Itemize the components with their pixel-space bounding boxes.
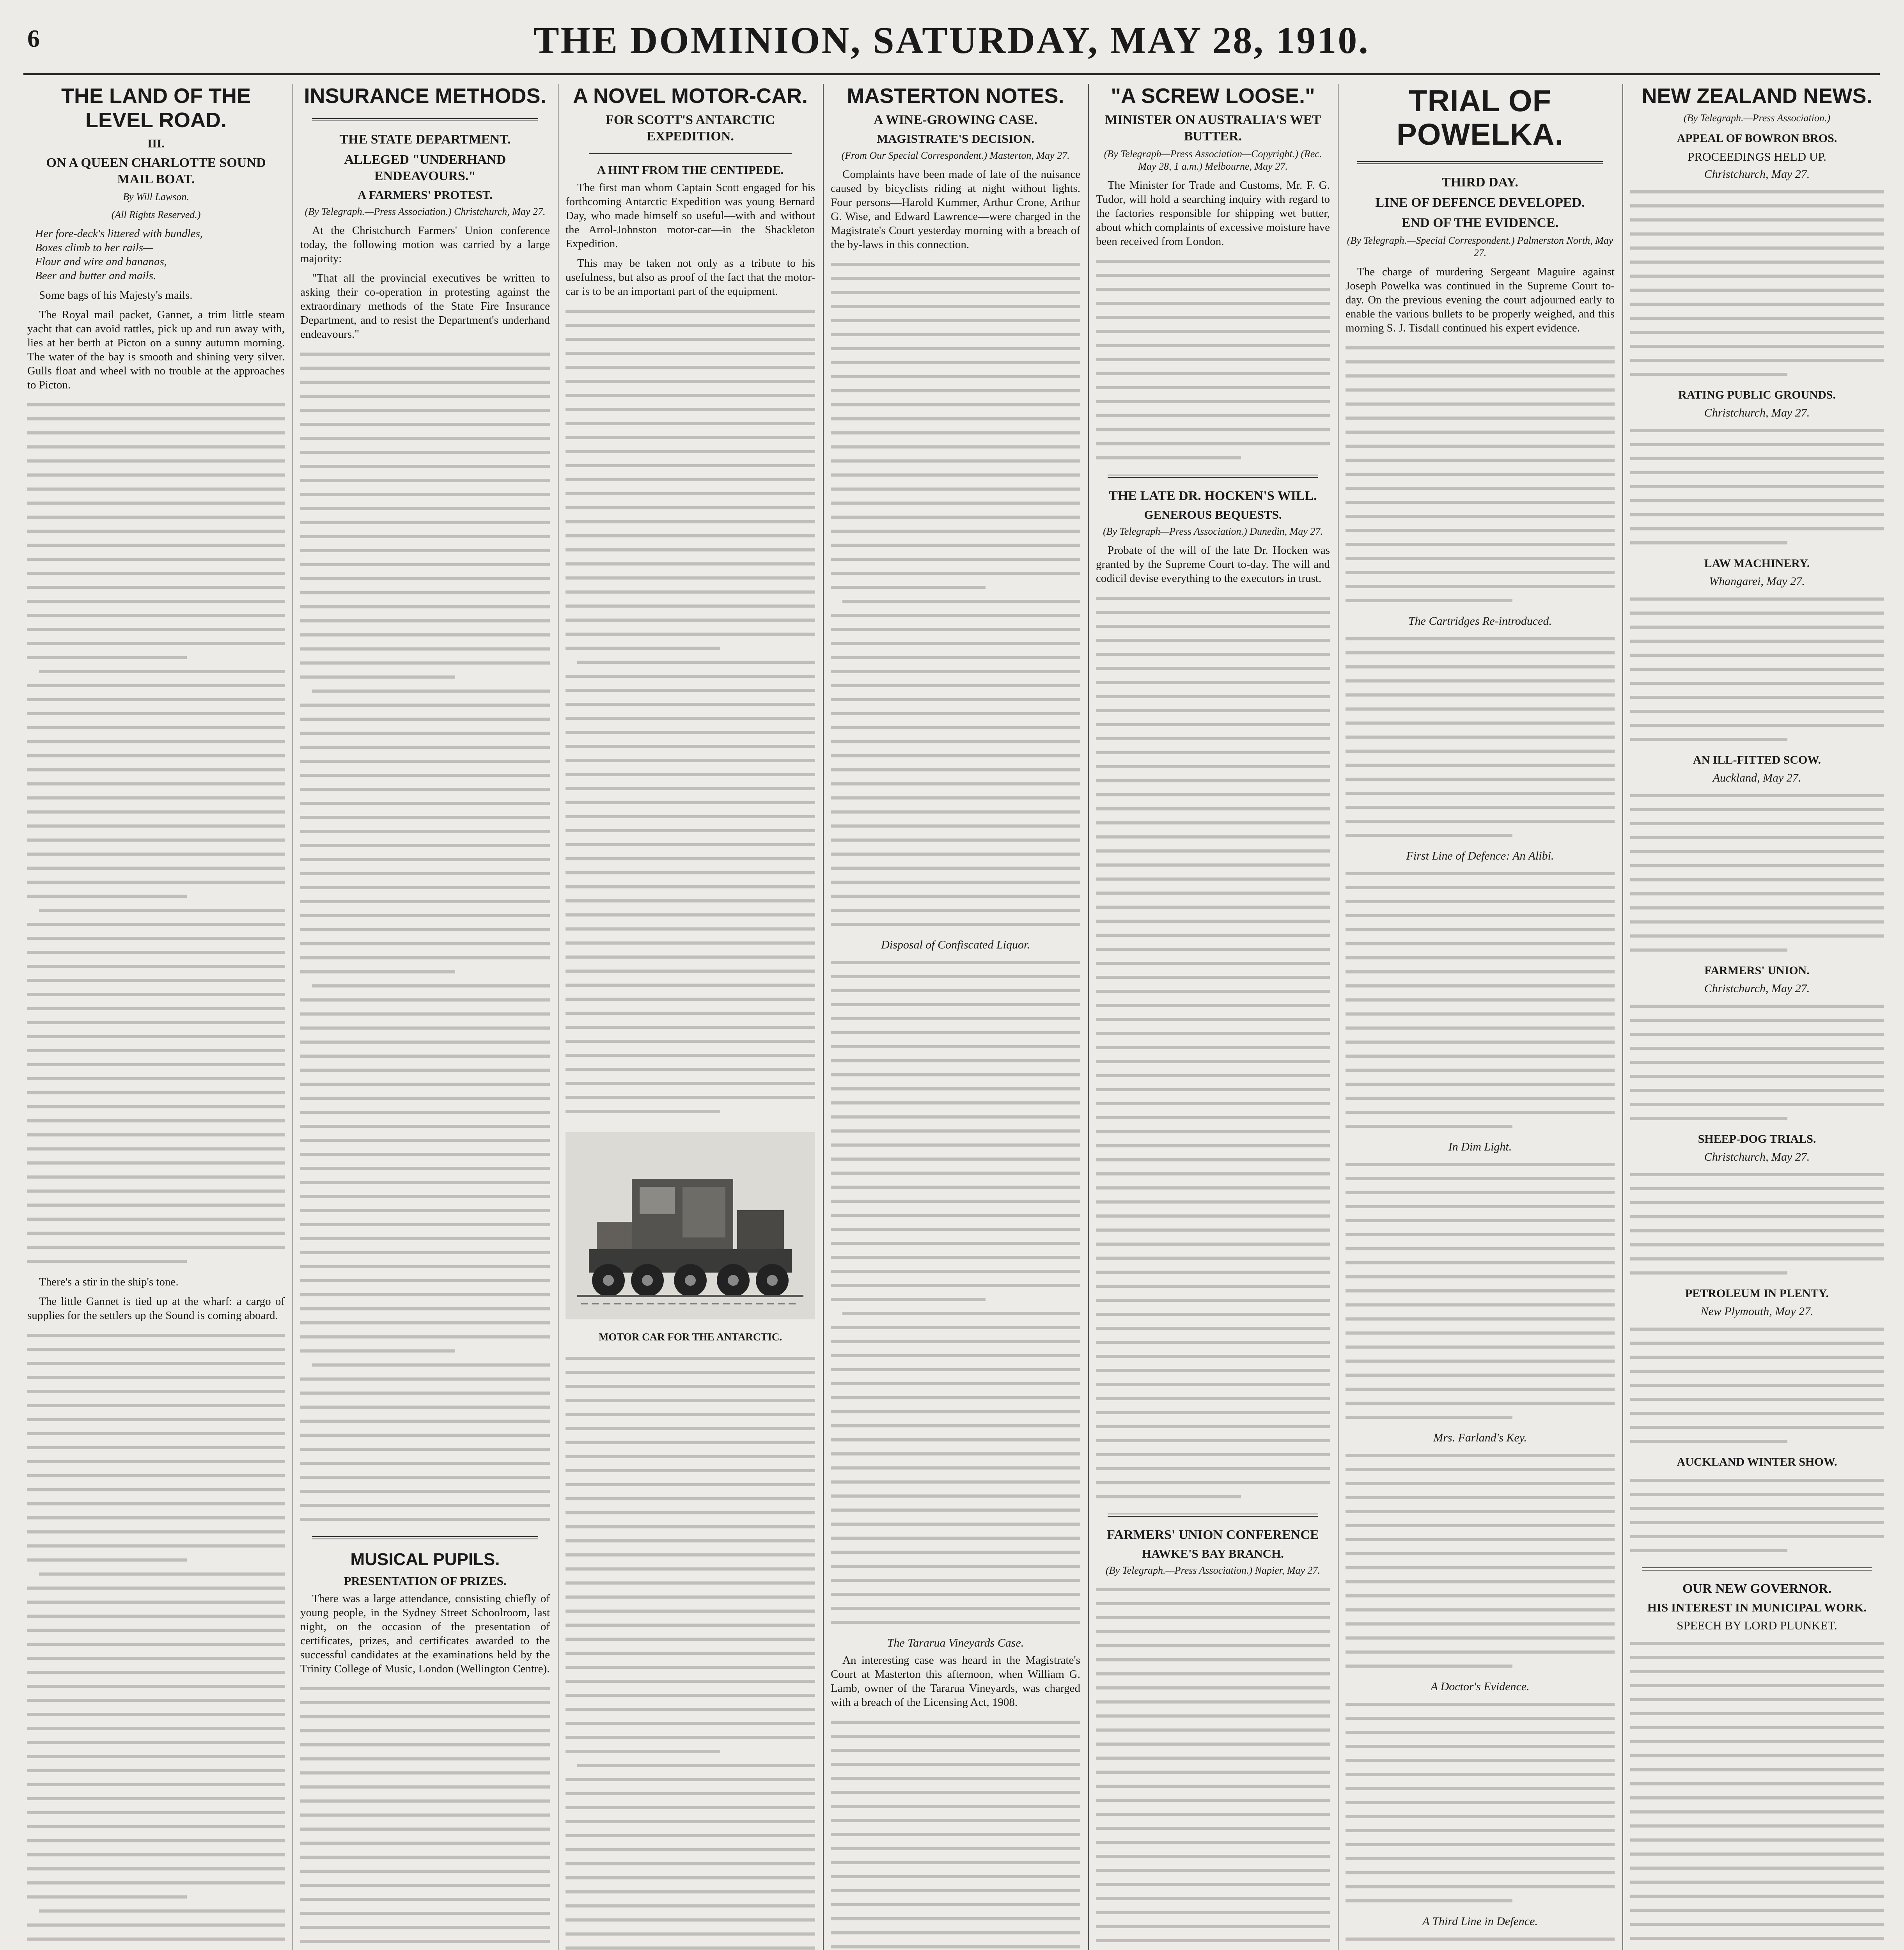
part-number: III. xyxy=(147,136,165,150)
body-text xyxy=(831,257,1080,931)
masthead-rule xyxy=(23,73,1880,75)
section-subheading: The Cartridges Re-introduced. xyxy=(1408,615,1552,628)
column-trial-of-powelka xyxy=(1346,84,1615,1950)
column-new-zealand-news xyxy=(1630,84,1884,1950)
body-text xyxy=(1346,1697,1615,1907)
paragraph: An interesting case was heard in the Magistrate's Court at Masterton this afternoon, when William G. Lamb, owner of the Tararua Vineyards, was charged with a breach of the Licensing Act, 1908. xyxy=(831,1654,1080,1709)
body-text xyxy=(1630,788,1884,957)
motor-car-illustration xyxy=(566,1132,815,1319)
verse: Her fore-deck's littered with bundles, Boxes climb to her rails— Flour and wire and bananas, Beer and butter and mails. xyxy=(35,227,203,282)
news-item-place: New Plymouth, May 27. xyxy=(1700,1305,1814,1318)
dateline: (By Telegraph.—Press Association.) Napier, May 27. xyxy=(1105,1565,1321,1576)
column-rule xyxy=(1088,84,1089,1950)
newspaper-title: THE DOMINION, SATURDAY, MAY 28, 1910. xyxy=(534,20,1370,62)
divider xyxy=(312,1536,538,1539)
page-number: 6 xyxy=(27,25,40,52)
news-item-title: APPEAL OF BOWRON BROS. xyxy=(1677,132,1837,145)
paragraph: Some bags of his Majesty's mails. xyxy=(39,289,193,301)
article-heading: NEW ZEALAND NEWS. xyxy=(1642,84,1872,108)
article-subheading: LINE OF DEFENCE DEVELOPED. xyxy=(1375,195,1585,210)
body-text xyxy=(1096,591,1330,1503)
byline: By Will Lawson. xyxy=(123,191,189,202)
article-subheading: GENEROUS BEQUESTS. xyxy=(1144,508,1282,521)
divider xyxy=(1357,161,1603,164)
body-text xyxy=(27,397,285,1268)
article-subheading: HAWKE'S BAY BRANCH. xyxy=(1142,1547,1284,1560)
news-item-title: FARMERS' UNION. xyxy=(1704,964,1810,977)
news-item-place: Christchurch, May 27. xyxy=(1704,982,1810,995)
body-text xyxy=(1096,254,1330,464)
article-subheading: ALLEGED "UNDERHAND ENDEAVOURS." xyxy=(344,152,506,183)
dateline: (By Telegraph.—Press Association.) xyxy=(1683,112,1831,124)
article-heading: FARMERS' UNION CONFERENCE xyxy=(1107,1528,1319,1542)
paragraph: The little Gannet is tied up at the wharf: a cargo of supplies for the settlers up the Sound is coming aboard. xyxy=(27,1295,285,1322)
article-subheading: ON A QUEEN CHARLOTTE SOUND MAIL BOAT. xyxy=(46,156,266,186)
news-item-place: Whangarei, May 27. xyxy=(1709,575,1805,588)
section-subheading: Mrs. Farland's Key. xyxy=(1433,1431,1527,1444)
article-heading: THE LAND OF THE LEVEL ROAD. xyxy=(61,84,251,132)
column-masterton-notes xyxy=(831,84,1080,1950)
paragraph: Probate of the will of the late Dr. Hocken was granted by the Supreme Court to-day. The will and codicil devise everything to the executors in trust. xyxy=(1096,544,1330,585)
column-insurance-methods xyxy=(300,84,550,1950)
article-heading: MUSICAL PUPILS. xyxy=(350,1550,500,1569)
news-item-title: RATING PUBLIC GROUNDS. xyxy=(1678,388,1836,401)
news-item-title: AN ILL-FITTED SCOW. xyxy=(1693,753,1821,766)
article-heading: THE LATE DR. HOCKEN'S WILL. xyxy=(1109,489,1317,503)
news-item-title: LAW MACHINERY. xyxy=(1704,557,1810,570)
body-text xyxy=(1630,423,1884,550)
section-subheading: A Doctor's Evidence. xyxy=(1431,1680,1530,1693)
article-heading: OUR NEW GOVERNOR. xyxy=(1682,1581,1831,1596)
column-rule xyxy=(1622,84,1623,1950)
section-subheading: Disposal of Confiscated Liquor. xyxy=(881,938,1030,951)
news-item-subtitle: PROCEEDINGS HELD UP. xyxy=(1688,150,1826,163)
body-text xyxy=(1346,1157,1615,1424)
body-text xyxy=(1346,340,1615,607)
body-text xyxy=(1630,184,1884,381)
news-item-place: Christchurch, May 27. xyxy=(1704,1150,1810,1163)
article-heading: INSURANCE METHODS. xyxy=(304,84,546,108)
article-subheading: END OF THE EVIDENCE. xyxy=(1401,216,1559,230)
paragraph: The Minister for Trade and Customs, Mr. F. G. Tudor, will hold a searching inquiry with regard to the factories responsible for shipping wet butter, about which complaints of excessive moisture have been received from London. xyxy=(1096,179,1330,248)
article-subheading: FOR SCOTT'S ANTARCTIC EXPEDITION. xyxy=(606,113,775,144)
body-text xyxy=(1630,1473,1884,1557)
dateline: (By Telegraph.—Press Association.) Christchurch, May 27. xyxy=(305,206,546,217)
masthead xyxy=(23,16,1880,74)
column-land-of-level-road xyxy=(27,84,285,1950)
paragraph: The Royal mail packet, Gannet, a trim little steam yacht that can avoid rattles, pick up and run away with, lies at her berth at Picton on a sunny autumn morning. The water of the bay is smooth and shining very silver. Gulls float and wheel with no trouble at the approaches to Picton. xyxy=(27,308,285,391)
paragraph: There's a stir in the ship's tone. xyxy=(39,1276,179,1288)
body-text xyxy=(1346,1448,1615,1673)
dateline: (By Telegraph—Press Association—Copyright.) (Rec. May 28, 1 a.m.) Melbourne, May 27. xyxy=(1104,148,1322,172)
body-text xyxy=(1346,866,1615,1133)
section-subheading: First Line of Defence: An Alibi. xyxy=(1406,849,1554,862)
body-text xyxy=(1346,1932,1615,1950)
dateline: (By Telegraph—Press Association.) Dunedin, May 27. xyxy=(1103,526,1323,537)
body-text xyxy=(1630,1167,1884,1280)
article-heading: A NOVEL MOTOR-CAR. xyxy=(573,84,808,108)
paragraph: "That all the provincial executives be written to asking their co-operation in protesting against the extraordinary methods of the State Fire Insurance Department, and to resist the Department's underhand endeavours." xyxy=(300,272,550,340)
article-heading: "A SCREW LOOSE." xyxy=(1111,84,1315,108)
column-novel-motor-car xyxy=(566,84,815,1950)
divider xyxy=(1108,1514,1318,1517)
article-subheading: THIRD DAY. xyxy=(1442,175,1518,190)
divider xyxy=(589,153,792,154)
article-heading: TRIAL OF POWELKA. xyxy=(1396,84,1564,151)
article-subheading: PRESENTATION OF PRIZES. xyxy=(344,1574,507,1588)
dateline: (By Telegraph.—Special Correspondent.) Palmerston North, May 27. xyxy=(1347,235,1613,259)
article-subheading: A WINE-GROWING CASE. xyxy=(874,113,1037,127)
divider xyxy=(1108,475,1318,478)
news-item-title: AUCKLAND WINTER SHOW. xyxy=(1677,1455,1837,1468)
article-subheading: HIS INTEREST IN MUNICIPAL WORK. xyxy=(1647,1601,1867,1614)
news-item-title: SHEEP-DOG TRIALS. xyxy=(1698,1133,1816,1145)
article-subheading: THE STATE DEPARTMENT. xyxy=(339,132,511,147)
body-text xyxy=(1630,1322,1884,1448)
article-subheading: SPEECH BY LORD PLUNKET. xyxy=(1677,1618,1837,1632)
paragraph: The first man whom Captain Scott engaged for his forthcoming Antarctic Expedition was young Bernard Day, who made himself so useful—with and without the Arrol-Johnston motor-car—in the Shackleton Expedition. xyxy=(566,181,815,250)
dateline: (From Our Special Correspondent.) Masterton, May 27. xyxy=(841,150,1070,161)
body-text xyxy=(1630,999,1884,1125)
news-item-place: Auckland, May 27. xyxy=(1713,771,1801,784)
body-text xyxy=(1630,592,1884,746)
paragraph: Complaints have been made of late of the nuisance caused by bicyclists riding at night without lights. Four persons—Harold Kummer, Arthur Crone, Arthur G. Wise, and Edward Lawrence—were charged in the Magistrate's Court yesterday morning with a breach of the by-laws in this connection. xyxy=(831,168,1080,251)
column-screw-loose xyxy=(1096,84,1330,1950)
body-text xyxy=(1346,631,1615,842)
article-subheading: A HINT FROM THE CENTIPEDE. xyxy=(597,163,784,177)
body-text xyxy=(300,1681,550,1950)
divider xyxy=(312,118,538,121)
section-subheading: The Tararua Vineyards Case. xyxy=(887,1636,1024,1649)
body-text xyxy=(566,304,815,1118)
article-subheading: A FARMERS' PROTEST. xyxy=(358,188,493,202)
section-subheading: In Dim Light. xyxy=(1448,1140,1512,1153)
paragraph: This may be taken not only as a tribute to his usefulness, but also as proof of the fact that the motor-car is to be an important part of the equipment. xyxy=(566,257,815,298)
body-text xyxy=(300,347,550,1526)
news-item-place: Christchurch, May 27. xyxy=(1704,406,1810,419)
body-text xyxy=(1630,1636,1884,1950)
section-subheading: A Third Line in Defence. xyxy=(1422,1915,1538,1928)
rights-notice: (All Rights Reserved.) xyxy=(111,209,201,220)
paragraph: There was a large attendance, consisting chiefly of young people, in the Sydney Street Schoolroom, last night, on the occasion of the presentation of certificates, prizes, and certificates awarded to the successful candidates at the examinations held by the Trinity College of Music, London (Wellington Centre). xyxy=(300,1592,550,1675)
paragraph: At the Christchurch Farmers' Union conference today, the following motion was carried by a large majority: xyxy=(300,224,550,265)
article-subheading: MINISTER ON AUSTRALIA'S WET BUTTER. xyxy=(1105,113,1321,144)
column-rule xyxy=(823,84,824,1950)
body-text xyxy=(831,1715,1080,1950)
article-heading: MASTERTON NOTES. xyxy=(847,84,1064,108)
divider xyxy=(1642,1567,1872,1571)
article-subheading: MAGISTRATE'S DECISION. xyxy=(876,132,1035,145)
figure-caption: MOTOR CAR FOR THE ANTARCTIC. xyxy=(598,1331,782,1343)
body-text xyxy=(566,1351,815,1950)
news-item-place: Christchurch, May 27. xyxy=(1704,168,1810,181)
paragraph: The charge of murdering Sergeant Maguire against Joseph Powelka was continued in the Supreme Court to-day. On the previous evening the court adjourned early to enable the various bullets to be properly weighed, and this morning S. J. Tisdall continued his expert evidence. xyxy=(1346,266,1615,334)
body-text xyxy=(1096,1582,1330,1950)
body-text xyxy=(27,1328,285,1950)
news-item-title: PETROLEUM IN PLENTY. xyxy=(1685,1287,1829,1300)
body-text xyxy=(831,955,1080,1629)
